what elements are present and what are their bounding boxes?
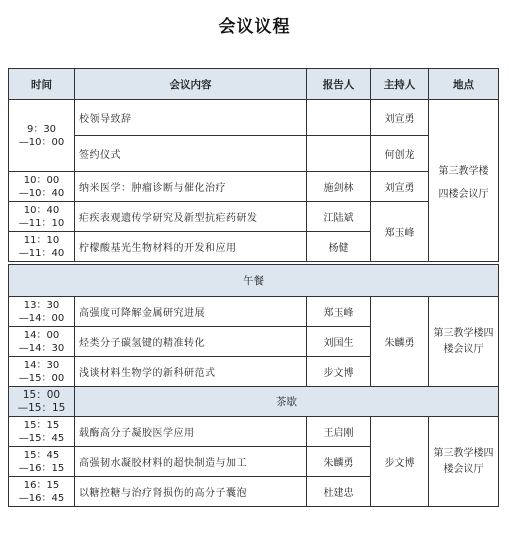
tea-break-row [9, 387, 499, 417]
topic-cell: 纳米医学：肿瘤诊断与催化治疗 [75, 172, 307, 202]
topic-cell: 高强韧水凝胶材料的超快制造与加工 [75, 447, 307, 477]
lunch-label: 午餐 [9, 265, 499, 297]
agenda-table-afternoon [8, 264, 499, 507]
topic-cell: 签约仪式 [75, 136, 307, 172]
location-line: 第三教学楼 [438, 165, 489, 177]
agenda-table [8, 68, 499, 262]
header-host: 主持人 [371, 69, 429, 100]
speaker-cell: 杨健 [307, 232, 371, 262]
host-cell: 步文博 [371, 417, 429, 507]
location-cell: 第三教学楼四楼会议厅 [429, 417, 499, 507]
topic-cell: 柠檬酸基光生物材料的开发和应用 [75, 232, 307, 262]
table-row [9, 172, 499, 202]
header-time: 时间 [9, 69, 75, 100]
time-cell: 15：15 —15：45 [9, 417, 75, 447]
topic-cell: 疟疾表观遗传学研究及新型抗疟药研发 [75, 202, 307, 232]
host-cell: 刘宣勇 [371, 100, 429, 136]
header-speaker: 报告人 [307, 69, 371, 100]
time-cell: 10：40 —11：10 [9, 202, 75, 232]
header-content: 会议内容 [75, 69, 307, 100]
lunch-row [9, 265, 499, 297]
topic-cell: 高强度可降解金属研究进展 [75, 297, 307, 327]
location-cell: 第三教学楼四楼会议厅 [429, 297, 499, 387]
time-cell: 15：00 —15：15 [9, 387, 75, 417]
speaker-cell [307, 100, 371, 136]
speaker-cell: 郑玉峰 [307, 297, 371, 327]
location-cell [429, 100, 499, 262]
page-title: 会议议程 [218, 17, 291, 37]
table-row [9, 136, 499, 172]
time-cell: 14：00 —14：30 [9, 327, 75, 357]
time-cell: 11：10 —11：40 [9, 232, 75, 262]
topic-cell: 浅谈材料生物学的新科研范式 [75, 357, 307, 387]
time-cell: 10：00 —10：40 [9, 172, 75, 202]
location-line: 四楼会议厅 [438, 188, 489, 200]
table-row [9, 297, 499, 327]
host-cell: 郑玉峰 [371, 202, 429, 262]
tea-break-label: 茶歇 [75, 387, 499, 417]
table-row [9, 202, 499, 232]
speaker-cell: 刘国生 [307, 327, 371, 357]
header-location: 地点 [429, 69, 499, 100]
speaker-cell: 步文博 [307, 357, 371, 387]
time-cell: 14：30 —15：00 [9, 357, 75, 387]
table-row [9, 100, 499, 136]
host-cell: 刘宣勇 [371, 172, 429, 202]
time-cell: 13：30 —14：00 [9, 297, 75, 327]
speaker-cell: 王启刚 [307, 417, 371, 447]
time-cell: 16：15 —16：45 [9, 477, 75, 507]
speaker-cell: 杜建忠 [307, 477, 371, 507]
topic-cell: 烃类分子碳氢键的精准转化 [75, 327, 307, 357]
speaker-cell: 朱麟勇 [307, 447, 371, 477]
header-row [9, 69, 499, 100]
topic-cell: 以糖控糖与治疗肾损伤的高分子囊泡 [75, 477, 307, 507]
speaker-cell [307, 136, 371, 172]
time-cell: 9：30 —10：00 [9, 100, 75, 172]
table-row [9, 417, 499, 447]
topic-cell: 载酶高分子凝胶医学应用 [75, 417, 307, 447]
topic-cell: 校领导致辞 [75, 100, 307, 136]
time-cell: 15：45 —16：15 [9, 447, 75, 477]
speaker-cell: 江陆斌 [307, 202, 371, 232]
host-cell: 朱麟勇 [371, 297, 429, 387]
speaker-cell: 施剑林 [307, 172, 371, 202]
host-cell: 何创龙 [371, 136, 429, 172]
